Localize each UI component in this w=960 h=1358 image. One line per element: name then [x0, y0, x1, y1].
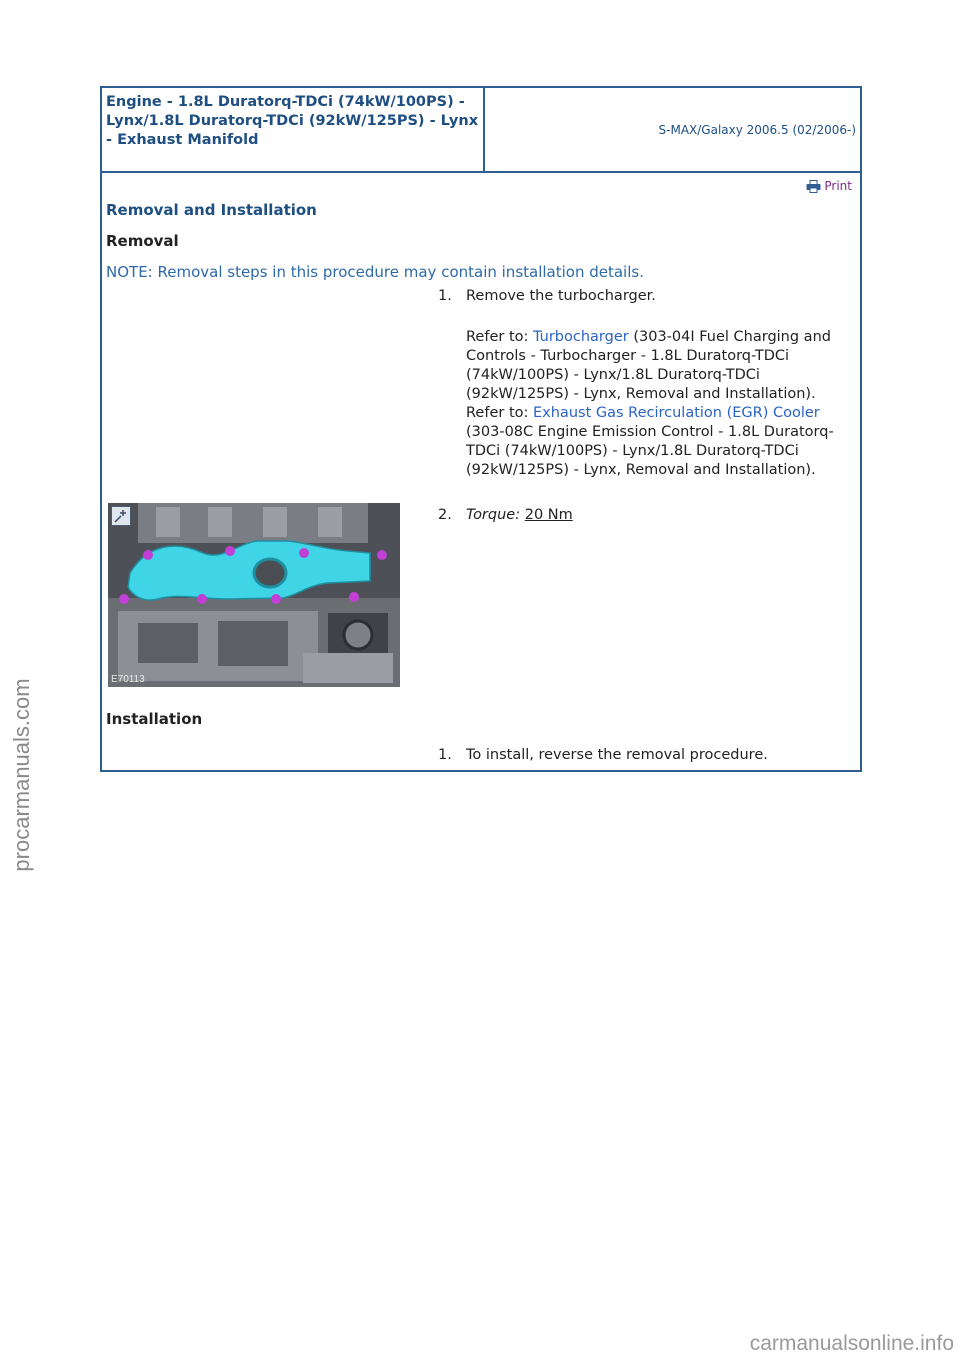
- step-text: To install, reverse the removal procedure.: [466, 747, 768, 763]
- installation-heading: Installation: [106, 710, 203, 728]
- watermark-procarmanuals: procarmanuals.com: [9, 678, 34, 872]
- step-number: 1.: [438, 288, 452, 304]
- reference-2: [466, 404, 858, 480]
- removal-heading: Removal: [106, 232, 179, 250]
- zoom-icon[interactable]: [111, 506, 131, 526]
- exhaust-manifold-illustration[interactable]: [108, 503, 400, 687]
- step-number: 2.: [438, 507, 452, 523]
- refer-to-label: Refer to:: [466, 329, 529, 345]
- page-title: Engine - 1.8L Duratorq-TDCi (74kW/100PS) - Lynx/1.8L Duratorq-TDCi (92kW/125PS) - Lynx - Exhaust Manifold: [102, 88, 485, 171]
- removal-note: NOTE: Removal steps in this procedure may contain installation details.: [106, 263, 644, 281]
- egr-cooler-link[interactable]: Exhaust Gas Recirculation (EGR) Cooler: [533, 405, 820, 421]
- turbocharger-link[interactable]: Turbocharger: [533, 329, 629, 345]
- document-header: [102, 88, 860, 173]
- watermark-carmanualsonline: carmanualsonline.info: [749, 1332, 954, 1355]
- section-title: Removal and Installation: [106, 201, 317, 219]
- vehicle-model: S-MAX/Galaxy 2006.5 (02/2006-): [658, 122, 856, 137]
- reference-detail: (303-04I Fuel Charging and Controls - Turbocharger - 1.8L Duratorq-TDCi (74kW/100PS) - Lynx/1.8L Duratorq-TDCi (92kW/125PS) - Lynx, Removal and Installation).: [466, 329, 831, 402]
- torque-label: Torque:: [466, 507, 521, 523]
- step-text: Remove the turbocharger.: [466, 288, 656, 304]
- removal-step-2: [438, 506, 858, 525]
- refer-to-label: Refer to:: [466, 405, 529, 421]
- manifold-drawing: [108, 503, 400, 687]
- figure-id: E70113: [111, 674, 145, 685]
- installation-step-1: [438, 746, 858, 765]
- document-body: [102, 173, 860, 770]
- reference-1: [466, 328, 858, 404]
- removal-step-1: [438, 287, 858, 480]
- printer-icon: [806, 180, 821, 193]
- document-panel: [100, 86, 862, 772]
- torque-value: 20 Nm: [524, 507, 573, 523]
- print-link[interactable]: [806, 179, 852, 193]
- print-label: Print: [824, 179, 852, 193]
- reference-detail: (303-08C Engine Emission Control - 1.8L Duratorq-TDCi (74kW/100PS) - Lynx/1.8L Duratorq-TDCi (92kW/125PS) - Lynx, Removal and Installation).: [466, 424, 834, 478]
- step-number: 1.: [438, 747, 452, 763]
